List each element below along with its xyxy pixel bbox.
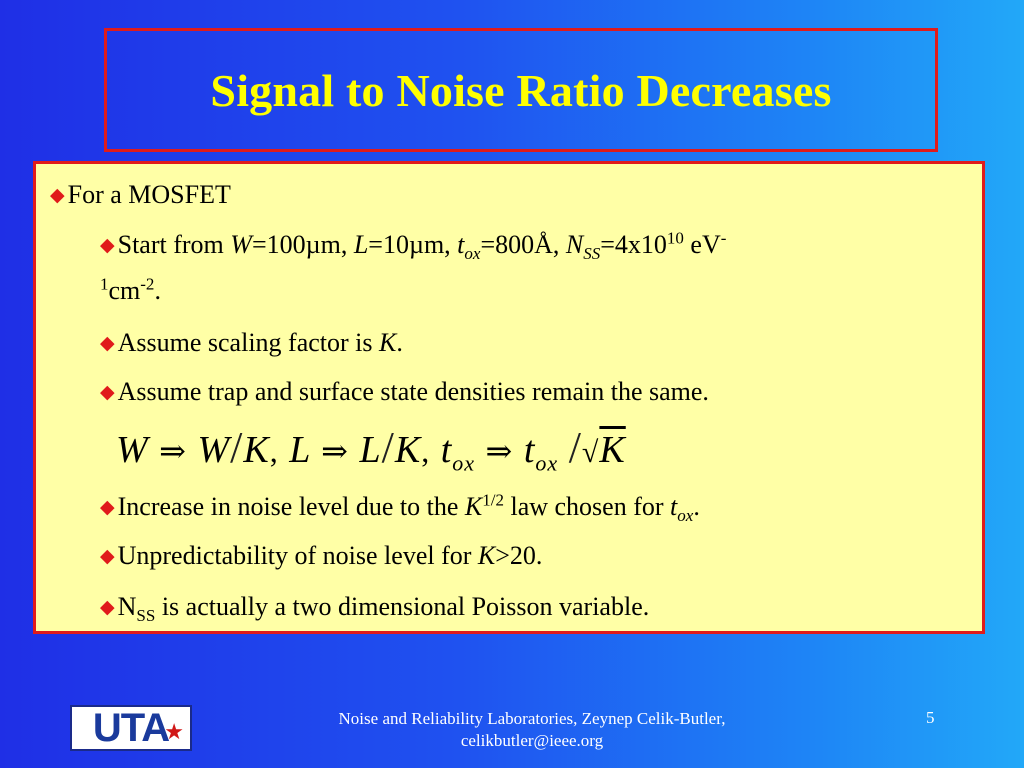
exponent-half: 1/2	[482, 490, 504, 510]
formula-comma: ,	[421, 433, 431, 469]
bullet-text: is actually a two dimensional Poisson variable.	[155, 592, 650, 621]
formula-slash: /	[381, 423, 395, 472]
value-w: =100µm,	[251, 230, 354, 259]
period: .	[154, 276, 161, 305]
var-t: t	[457, 230, 465, 259]
square-root-icon: √	[581, 436, 600, 469]
subscript-ss: SS	[136, 606, 156, 626]
bullet-text: Unpredictability of noise level for	[117, 541, 478, 570]
slide-title: Signal to Noise Ratio Decreases	[210, 64, 832, 116]
scaling-formula	[116, 423, 626, 476]
exponent-10: 10	[666, 228, 684, 248]
var-n: N	[117, 592, 137, 621]
diamond-bullet-icon: ◆	[50, 185, 65, 206]
diamond-bullet-icon: ◆	[100, 235, 115, 256]
uta-logo	[70, 705, 192, 751]
unit-ev: eV	[683, 230, 721, 259]
unit-cm: cm	[108, 276, 141, 305]
implies-arrow-icon: ⇒	[159, 433, 187, 469]
bullet-text: Assume scaling factor is	[117, 328, 380, 357]
formula-l: L	[359, 429, 382, 471]
bullet-poisson	[100, 592, 649, 625]
logo-text: UTA	[92, 705, 170, 750]
period: .	[693, 492, 700, 521]
subscript-ss: SS	[583, 244, 601, 264]
footer-email: celikbutler@ieee.org	[460, 731, 604, 750]
diamond-bullet-icon: ◆	[100, 546, 115, 567]
formula-k: K	[599, 429, 626, 471]
var-l: L	[353, 230, 369, 259]
var-t: t	[670, 492, 678, 521]
footer-credit	[262, 708, 802, 752]
formula-comma: ,	[269, 433, 279, 469]
star-icon: ★	[164, 719, 184, 744]
formula-t: t	[440, 429, 453, 471]
footer-line-1: Noise and Reliability Laboratories, Zeynep Celik-Butler,	[338, 709, 726, 728]
var-n: N	[565, 230, 584, 259]
subscript-ox: ox	[677, 506, 694, 526]
title-box	[104, 28, 938, 152]
bullet-noise-increase	[100, 492, 700, 525]
bullet-text: Increase in noise level due to the	[117, 492, 465, 521]
implies-arrow-icon: ⇒	[321, 433, 349, 469]
formula-subscript-ox: ox	[535, 450, 559, 476]
formula-w: W	[116, 429, 149, 471]
value-l: =10µm,	[368, 230, 458, 259]
formula-k: K	[243, 429, 270, 471]
bullet-text: Assume trap and surface state densities remain the same.	[117, 377, 709, 406]
var-w: W	[230, 230, 252, 259]
formula-w: W	[197, 429, 231, 471]
formula-subscript-ox: ox	[452, 450, 476, 476]
bullet-scaling-factor	[100, 328, 403, 361]
bullet-text: Start from	[117, 230, 231, 259]
formula-k: K	[394, 429, 422, 471]
subscript-ox: ox	[464, 244, 481, 264]
bullet-unpredictability	[100, 541, 542, 574]
value-nss: =4x10	[600, 230, 667, 259]
formula-t: t	[523, 429, 536, 471]
bullet-text: >20.	[495, 541, 543, 570]
exponent-1: 1	[100, 274, 109, 294]
formula-slash: /	[230, 423, 244, 472]
diamond-bullet-icon: ◆	[100, 497, 115, 518]
page-number: 5	[926, 708, 935, 727]
var-k: K	[477, 541, 496, 570]
exponent-minus: -	[720, 228, 727, 248]
var-k: K	[379, 328, 397, 357]
bullet-text: law chosen for	[503, 492, 671, 521]
implies-arrow-icon: ⇒	[485, 433, 514, 469]
exponent-minus-2: -2	[140, 274, 155, 294]
diamond-bullet-icon: ◆	[100, 382, 115, 403]
bullet-text: For a MOSFET	[67, 180, 231, 209]
bullet-start-from	[100, 230, 726, 263]
value-tox: =800Å,	[480, 230, 566, 259]
formula-l: L	[289, 429, 311, 471]
content-box	[33, 161, 985, 634]
bullet-trap-densities	[100, 377, 709, 410]
formula-slash: /	[568, 423, 582, 472]
var-k: K	[464, 492, 483, 521]
bullet-mosfet	[50, 180, 231, 213]
bullet-start-from-continued	[100, 276, 161, 306]
diamond-bullet-icon: ◆	[100, 333, 115, 354]
period: .	[396, 328, 403, 357]
diamond-bullet-icon: ◆	[100, 597, 115, 618]
